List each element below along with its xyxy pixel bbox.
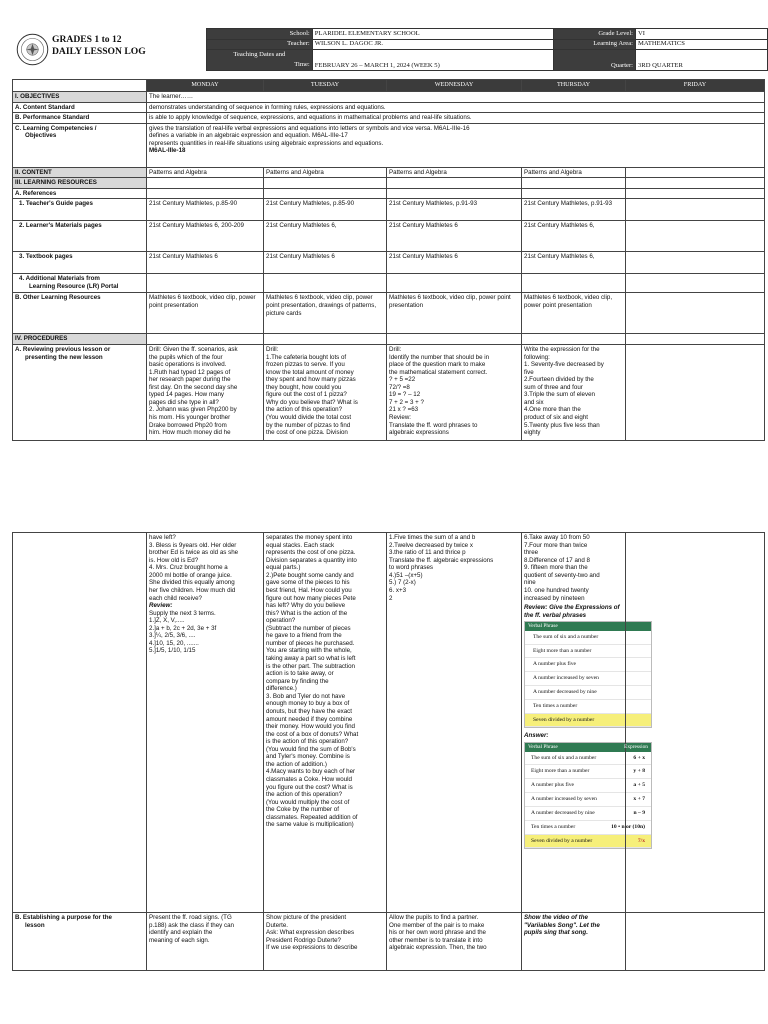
performance-standard-label: B. Performance Standard	[13, 113, 147, 124]
review-label-p2	[13, 533, 147, 913]
review-wed-line: 2	[389, 594, 393, 602]
purpose-tue-line: President Rodrigo Duterte?	[266, 936, 341, 944]
teacher-label: Teacher:	[207, 39, 313, 50]
reviewing-label: A. Reviewing previous lesson or presenting the new lesson	[13, 344, 147, 440]
answer-phrase: Eight more than a number	[531, 768, 590, 775]
review-thu-line: 7.Four more than twice	[524, 541, 588, 549]
review-wed-line: 2.Twelve decreased by twice x	[389, 541, 473, 549]
answer-expression: 7/x	[637, 837, 645, 844]
review-thu-line: eighty	[524, 429, 541, 437]
content-thu: Patterns and Algebra	[522, 167, 626, 178]
review-thu-line: 3.Triple the sum of eleven	[524, 391, 595, 399]
review-thu-line: 1. Seventy-five decreased by	[524, 361, 604, 369]
review-mon-line: 1.Ruth had typed 12 pages of	[149, 368, 231, 376]
review-mon-line: Supply the next 3 terms.	[149, 609, 216, 617]
answer-phrase: The sum of six and a number	[531, 754, 597, 761]
review-thu-line: 9. fifteen more than the	[524, 564, 588, 572]
review-tue-line: amount needed if they combine	[266, 715, 353, 723]
purpose-wed-line: Allow the pupils to find a partner.	[389, 914, 479, 921]
review-tue-p1	[264, 344, 387, 440]
review-thu-line: 10. one hundred twenty	[524, 586, 589, 594]
review-wed-line: 6. x+3	[389, 586, 407, 594]
review-tue-line: (You would find the sum of Bob's	[266, 745, 356, 753]
review-mon-line: 2. Johann was given Php200 by	[149, 406, 237, 414]
review-tue-line: number of pieces he purchased.	[266, 639, 355, 647]
answer-image: Verbal Phrase Expression The sum of six and a number 6 + x Eight more than a number y + 8 A number plus five a + 5 A number increased by seven x + 7 A number decreased by nine n – 9 Ten times a number 10 • n or (10n) Seven divided by a number 7/x	[524, 742, 652, 849]
review-tue-line: Drill:	[266, 345, 279, 353]
review-wed-line: 7 + 2 = 3 + ?	[389, 398, 424, 406]
review-mon-line: each child receive?	[149, 594, 202, 602]
review-mon-line: have left?	[149, 534, 176, 541]
review-tue-line: action is to take away, or	[266, 670, 334, 678]
review-thu-p2: 6.Take away 10 from 50 7.Four more than twice three 8.Difference of 17 and 8 9. fifteen more than the quotient of seventy-two and nine 10. one hundred twenty increased by nineteen Review: Give the Expressions of the ff. verbal phrases Verbal Phrase The sum of six and a number Eight more than a number A number plus five A number increased by seven A number decreased by nine Ten times a number Seven divided by a number Answer: Verbal Phrase Expression The sum of six and a number 6 + x Eight more than a number y + 8 A number plus five a + 5 A number increased by seven x + 7 A number decreased by nine n – 9 Ten times a number 10 • n or (10n) Seven divided by a number 7/x	[522, 533, 626, 913]
purpose-thu-line: pupils sing that song.	[524, 929, 588, 937]
review-thu-line: 2.Fourteen divided by the	[524, 376, 594, 384]
verbal-phrase-item: The sum of six and a number	[525, 631, 651, 645]
review-wed-line: Identify the number that should be in	[389, 353, 490, 361]
day-tuesday: TUESDAY	[264, 80, 387, 92]
answer-expression: 10 • n or (10n)	[611, 823, 645, 830]
review-mon-line: his mom. His younger brother	[149, 414, 231, 421]
review-mon-line: her five children. How much did	[149, 586, 236, 594]
review-tue-line: (You would multiply the cost of	[266, 798, 350, 806]
review-tue-line: is the action of this operation?	[266, 738, 349, 746]
lesson-grid-p1	[12, 79, 765, 441]
answer-phrase: Ten times a number	[531, 823, 576, 830]
review-mon-line: 4.]10, 15, 20, .......	[149, 639, 199, 647]
purpose-wed-line: algebraic expression. Then, the two	[389, 944, 487, 952]
review-tue-line: this? What is the action of the	[266, 609, 348, 617]
review-thu-p1	[522, 344, 626, 440]
tg-mon: 21st Century Mathletes, p.85-90	[147, 199, 264, 221]
review-wed-line: place of the question mark to make	[389, 361, 486, 369]
title-line-1: GRADES 1 to 12	[52, 34, 122, 45]
review-thu-line: sum of three and four	[524, 383, 583, 391]
review-tue-line: 1.The cafeteria bought lots of	[266, 353, 347, 361]
review-mon-line: 3. Bless is 9years old. Her older	[149, 541, 237, 549]
review-tue-line: gave some of the pieces to his	[266, 579, 350, 587]
review-wed-line: the mathematical statement correct.	[389, 368, 488, 376]
teacher-value: WILSON L. DAGOC JR.	[312, 39, 553, 50]
references-label: A. References	[13, 188, 147, 199]
content-standard-label: A. Content Standard	[13, 102, 147, 113]
lesson-grid-p2	[12, 532, 765, 971]
content-fri	[626, 167, 765, 178]
content-wed: Patterns and Algebra	[387, 167, 522, 178]
review-wed-line: Translate the ff. word phrases to	[389, 421, 478, 429]
review-mon-line: 5.]1/5, 1/10, 1/15	[149, 647, 196, 655]
olr-thu: Mathletes 6 textbook, video clip, power point presentation	[522, 293, 626, 334]
review-tue-line: figure out the cost of 1 pizza?	[266, 391, 347, 399]
procedures-label: IV. PROCEDURES	[13, 334, 147, 345]
purpose-label: B. Establishing a purpose for the lesson	[13, 913, 147, 971]
answer-expression: 6 + x	[633, 754, 645, 761]
tb-mon: 21st Century Mathletes 6	[147, 252, 264, 274]
review-tue-line: 3. Bob and Tyler do not have	[266, 692, 346, 700]
review-tue-line: the cost of one pizza. Division	[266, 429, 348, 437]
verbal-phrase-item: Eight more than a number	[525, 645, 651, 659]
review-mon-line: typed 14 pages. How many	[149, 391, 224, 399]
day-thursday: THURSDAY	[522, 80, 626, 92]
quarter-value: 3RD QUARTER	[636, 50, 768, 71]
learner-text: The learner……	[147, 92, 765, 103]
lm-mon: 21st Century Mathletes 6, 200-209	[147, 221, 264, 252]
review-fri-p1	[626, 344, 765, 440]
review-thu-line: increased by nineteen	[524, 594, 585, 602]
review-tue-line: enough money to buy a box of	[266, 700, 350, 708]
review-tue-line: figure out how many pieces Pete	[266, 594, 356, 602]
content-mon: Patterns and Algebra	[147, 167, 264, 178]
header-info-table	[206, 28, 768, 71]
dates-label: Teaching Dates and Time:	[207, 50, 313, 71]
review-tue-line: has left? Why do you believe	[266, 602, 346, 610]
review-wed-line: 5.) 7 (2-x)	[389, 579, 416, 587]
answer-phrase: A number decreased by nine	[531, 809, 595, 816]
review-tue-line: equal stacks. Each stack	[266, 541, 335, 549]
review-tue-line: is the other part. The subtraction	[266, 662, 355, 670]
quarter-label: Quarter:	[553, 50, 635, 71]
review-tue-line: the Coke by the number of	[266, 806, 339, 814]
review-tue-line: 4.Macy wants to buy each of her	[266, 768, 356, 776]
document-title	[52, 34, 146, 58]
review-wed-line: Review:	[389, 414, 412, 421]
lesson-log-page-2	[12, 532, 768, 972]
tg-thu: 21st Century Mathletes, p.91-93	[522, 199, 626, 221]
purpose-wed-line: his or her own word phrase and the	[389, 929, 486, 937]
review-wed-line: 3.the ratio of 11 and thrice p	[389, 549, 466, 557]
review-tue-line: best friend, Hal. How could you	[266, 586, 352, 594]
lm-thu: 21st Century Mathletes 6,	[522, 221, 626, 252]
review-tue-line: classmates. Repeated addition of	[266, 813, 358, 821]
review-tue-line: compare by finding the	[266, 677, 329, 685]
review-wed-p2	[387, 533, 522, 913]
purpose-mon-line: Present the ff. road signs. (TG	[149, 914, 232, 921]
review-mon-line: 1.]Z, X, V,.....	[149, 617, 185, 625]
review-tue-line: the action of addition.)	[266, 760, 327, 768]
review-wed-line: Translate the ff. algebraic expressions	[389, 556, 494, 564]
other-resources-label: B. Other Learning Resources	[13, 293, 147, 334]
review-mon-line: 2.]a + b, 2c + 2d, 3e + 3f	[149, 624, 217, 632]
review-wed-line: 4.)51 –(x+5)	[389, 571, 423, 579]
tg-tue: 21st Century Mathletes, p.85-90	[264, 199, 387, 221]
tb-tue: 21st Century Mathletes 6	[264, 252, 387, 274]
review-wed-line: Drill:	[389, 345, 402, 353]
review-thu-line: 6.Take away 10 from 50	[524, 534, 590, 541]
day-wednesday: WEDNESDAY	[387, 80, 522, 92]
review-tue-line: they spent and how many pizzas	[266, 376, 356, 384]
review-mon-line: first day. On the second day she	[149, 383, 238, 391]
olr-fri	[626, 293, 765, 334]
review-wed-line: 21 x ? =63	[389, 406, 419, 414]
review-mon-line: 2000 ml bottle of orange juice.	[149, 571, 232, 579]
verbal-phrase-item: Seven divided by a number	[525, 714, 651, 728]
answer-phrase: Seven divided by a number	[531, 837, 593, 844]
area-value: MATHEMATICS	[636, 39, 768, 50]
purpose-thu-line: Show the video of the	[524, 914, 588, 921]
purpose-wed	[387, 913, 522, 971]
verbal-phrase-item: Ten times a number	[525, 700, 651, 714]
review-thu-line: 4.One more than the	[524, 406, 581, 414]
lm-wed: 21st Century Mathletes 6	[387, 221, 522, 252]
review-tue-line: and Tyler's money. Combine is	[266, 753, 350, 761]
verbal-phrase-item: A number increased by seven	[525, 672, 651, 686]
purpose-tue-line: Ask: What expression describes	[266, 929, 355, 937]
review-tue-line: know the total amount of money	[266, 368, 354, 376]
review-thu-line: 5.Twenty plus five less than	[524, 421, 600, 429]
additional-materials-label: 4. Additional Materials from Learning Resource (LR) Portal	[13, 274, 147, 293]
tb-fri	[626, 252, 765, 274]
lesson-log-page-1	[12, 28, 768, 468]
tg-fri	[626, 199, 765, 221]
review-mon-line: She divided this equally among	[149, 579, 235, 587]
review-tue-p2	[264, 533, 387, 913]
review-thu-line: Write the expression for the	[524, 345, 600, 353]
review-thu-line: product of six and eight	[524, 414, 588, 421]
review-thu-line: 8.Difference of 17 and 8	[524, 556, 590, 564]
review-tue-line: You are starting with the whole,	[266, 647, 352, 655]
area-label: Learning Area:	[553, 39, 635, 50]
day-friday: FRIDAY	[626, 80, 765, 92]
verbal-phrase-image: Verbal Phrase The sum of six and a number Eight more than a number A number plus five A number increased by seven A number decreased by nine Ten times a number Seven divided by a number	[524, 621, 652, 728]
review-tue-line: (You would divide the total cost	[266, 414, 352, 421]
review-tue-line: 2.)Pete bought some candy and	[266, 571, 354, 579]
grade-label: Grade Level:	[553, 29, 635, 40]
competencies-text: gives the translation of real-life verbal expressions and equations into letters or symbols and vice versa. M6AL-IIIe-16 defines a variable in an algebraic expression and equation. M6AL-IIIe-17 represents quantities in real-life situations using algebraic expressions and equations. M6AL-IIIe-18	[147, 123, 765, 167]
verbal-phrase-item: A number plus five	[525, 658, 651, 672]
content-tue: Patterns and Algebra	[264, 167, 387, 178]
review-tue-line: he gave to a friend from the	[266, 632, 342, 640]
review-mon-line: her research paper during the	[149, 376, 231, 384]
purpose-tue-line: If we use expressions to describe	[266, 944, 358, 952]
review-wed-line: ? + 5 =22	[389, 376, 416, 384]
content-label: II. CONTENT	[13, 167, 147, 178]
review-tue-line: Division separates a quantity into	[266, 556, 357, 564]
review-tue-line: taking away a part so what is left	[266, 655, 356, 662]
review-mon-line: pages did she type in all?	[149, 398, 219, 406]
day-header-row	[13, 80, 765, 92]
review-tue-line: separates the money spent into	[266, 534, 353, 541]
content-standard-text: demonstrates understanding of sequence in forming rules, expressions and equations.	[147, 102, 765, 113]
lm-label: 2. Learner's Materials pages	[13, 221, 147, 252]
purpose-wed-line: other member is to translate it into	[389, 936, 483, 944]
grade-value: VI	[636, 29, 768, 40]
performance-standard-text: is able to apply knowledge of sequence, expressions, and equations in mathematical problems and real-life situations.	[147, 113, 765, 124]
review-wed-p1	[387, 344, 522, 440]
review-tue-line: frozen pizzas to serve. If you	[266, 361, 345, 369]
school-label: School:	[207, 29, 313, 40]
review-tue-line: difference.)	[266, 685, 297, 693]
answer-expression: x + 7	[633, 796, 645, 803]
purpose-thu-line: "Variiables Song". Let the	[524, 921, 600, 929]
review-thu-line: nine	[524, 579, 536, 587]
purpose-mon-line: p.188) ask the class if they can	[149, 921, 234, 929]
competencies-label: C. Learning Competencies / Objectives	[13, 123, 147, 167]
lm-tue: 21st Century Mathletes 6,	[264, 221, 387, 252]
review-thu-line: five	[524, 368, 534, 376]
school-value: PLARIDEL ELEMENTARY SCHOOL	[312, 29, 553, 40]
review-tue-line: their money. How would you find	[266, 723, 355, 731]
review-tue-line: represents the cost of one pizza.	[266, 549, 356, 557]
answer-expression: n – 9	[633, 809, 645, 816]
review-mon-line: 4. Mrs. Cruz brought home a	[149, 564, 228, 572]
review-mon-line: is. How old is Ed?	[149, 556, 199, 564]
review-mon-p2: have left? 3. Bless is 9years old. Her older brother Ed is twice as old as she is. How old is Ed? 4. Mrs. Cruz brought home a 2000 ml bottle of orange juice. She divided this equally among her five children. How much did each child receive? Review: Supply the next 3 terms. 1.]Z, X, V,..... 2.]a + b, 2c + 2d, 3e + 3f 3.]¼, 2/5, 3/6, .... 4.]10, 15, 20, ....... 5.]1/5, 1/10, 1/15	[147, 533, 264, 913]
answer-phrase: A number increased by seven	[531, 796, 597, 803]
review-fri-p2	[626, 533, 765, 913]
olr-wed: Mathletes 6 textbook, video clip, power point presentation	[387, 293, 522, 334]
purpose-mon-line: identify and explain the	[149, 929, 213, 937]
review-tue-line: they bought, how could you	[266, 383, 342, 391]
review-wed-line: algebraic expressions	[389, 429, 449, 437]
answer-expression: y + 8	[633, 768, 645, 775]
review-tue-line: Why do you believe that? What is	[266, 398, 358, 406]
tg-label: 1. Teacher's Guide pages	[13, 199, 147, 221]
olr-mon: Mathletes 6 textbook, video clip, power point presentation	[147, 293, 264, 334]
lm-fri	[626, 221, 765, 252]
deped-seal-icon	[16, 33, 49, 66]
review-mon-line: him. How much money did he	[149, 429, 231, 437]
review-wed-line: 72/? =8	[389, 383, 410, 391]
review-thu-line: quotient of seventy-two and	[524, 571, 600, 579]
tg-wed: 21st Century Mathletes, p.91-93	[387, 199, 522, 221]
review-mon-line: Drake borrowed Php20 from	[149, 421, 227, 429]
review-mon-line: Drill: Given the ff. scenarios, ask	[149, 345, 238, 353]
review-tue-line: the action of this operation?	[266, 791, 343, 799]
review-tue-line: donuts, but they have the exact	[266, 707, 352, 715]
review-mon-p1	[147, 344, 264, 440]
review-tue-line: by the number of pizzas to find	[266, 421, 351, 429]
objectives-label: I. OBJECTIVES	[13, 92, 147, 103]
review-mon-line: basic operations is involved.	[149, 361, 227, 369]
purpose-tue-line: Show picture of the president	[266, 914, 347, 921]
purpose-mon	[147, 913, 264, 971]
review-thu-line: following:	[524, 353, 550, 361]
purpose-mon-line: meaning of each sign.	[149, 936, 210, 944]
review-tue-line: the action of this operation?	[266, 406, 343, 414]
review-thu-line: and six	[524, 398, 544, 406]
title-line-2: DAILY LESSON LOG	[52, 45, 146, 57]
tb-wed: 21st Century Mathletes 6	[387, 252, 522, 274]
review-wed-line: 1.Five times the sum of a and b	[389, 534, 476, 541]
purpose-tue	[264, 913, 387, 971]
purpose-wed-line: One member of the pair is to make	[389, 921, 485, 929]
review-wed-line: 19 = ? – 12	[389, 391, 421, 399]
review-mon-line: the pupils which of the four	[149, 353, 223, 361]
review-tue-line: you figure out the cost? What is	[266, 783, 353, 791]
purpose-tue-line: Duterte.	[266, 921, 289, 929]
olr-tue: Mathletes 6 textbook, video clip, power point presentation, drawings of patterns, picture cards	[264, 293, 387, 334]
resources-label: III. LEARNING RESOURCES	[13, 178, 147, 189]
day-monday: MONDAY	[147, 80, 264, 92]
review-tue-line: (Subtract the number of pieces	[266, 624, 351, 632]
review-tue-line: the cost of a box of donuts? What	[266, 730, 359, 738]
review-tue-line: the same value is multiplication)	[266, 821, 354, 829]
review-tue-line: classmates a Coke. How would	[266, 776, 352, 783]
review-wed-line: to word phrases	[389, 564, 434, 572]
tb-thu: 21st Century Mathletes 6,	[522, 252, 626, 274]
review-thu-line: three	[524, 549, 539, 557]
textbook-label: 3. Textbook pages	[13, 252, 147, 274]
purpose-thu	[522, 913, 626, 971]
review-tue-line: operation?	[266, 617, 296, 625]
answer-expression: a + 5	[633, 782, 645, 789]
dates-value: FEBRUARY 26 – MARCH 1, 2024 (WEEK 5)	[312, 50, 553, 71]
review-mon-line: 3.]¼, 2/5, 3/6, ....	[149, 632, 196, 640]
review-mon-line: brother Ed is twice as old as she	[149, 549, 239, 557]
purpose-fri	[626, 913, 765, 971]
answer-phrase: A number plus five	[531, 782, 575, 789]
review-tue-line: equal parts.)	[266, 564, 301, 572]
verbal-phrase-item: A number decreased by nine	[525, 686, 651, 700]
